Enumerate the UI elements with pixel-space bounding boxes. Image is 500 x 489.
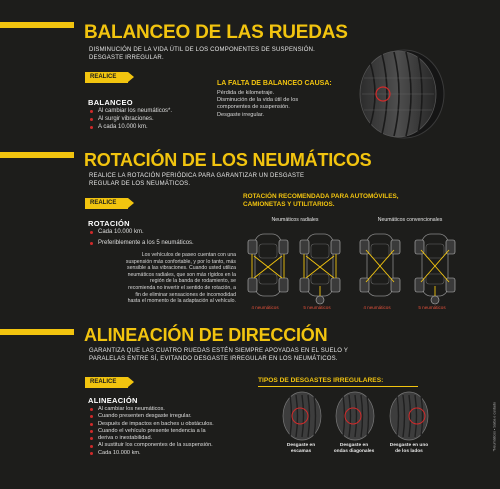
cause-line: Desgaste irregular.: [217, 111, 264, 118]
rec-title-line: CAMIONETAS Y UTILITARIOS.: [243, 200, 335, 208]
list-item: Cuando el vehículo presente tendencia a la: [90, 428, 250, 435]
rotation-diagram: [296, 226, 344, 304]
diagram-caption: 5 neumáticos: [418, 305, 446, 310]
rotation-diagram: [244, 226, 292, 304]
label-rotacion: ROTACIÓN: [88, 219, 130, 228]
list-item: Después de impactos en baches u obstáculos.: [90, 421, 250, 428]
wear-tire-icon: [280, 390, 324, 442]
wear-caption-scales: [276, 443, 326, 455]
caption-line: escamas: [290, 449, 312, 454]
tire-illustration: [350, 48, 450, 140]
paragraph-line: neumáticos radiales, que son más rígidos en la: [127, 271, 236, 278]
bullet-list-balanceo: [90, 108, 210, 131]
paragraph-line: recomienda no invertir el sentido de rotación, a: [128, 284, 236, 291]
list-item: Cada 10.000 km.: [90, 450, 250, 457]
caption-line: Desgaste en: [339, 443, 369, 448]
paragraph-line: hasta el momento de la adaptación al vehículo.: [127, 298, 236, 305]
subtitle-line: DISMINUCIÓN DE LA VIDA ÚTIL DE LOS COMPONENTES DE SUSPENSIÓN.: [89, 47, 316, 53]
side-note: *Neumáticos • Saiba e cuidado: [492, 402, 496, 452]
yellow-stripe: [0, 329, 74, 335]
paragraph-line: Los vehículos de paseo cuentan con una: [141, 252, 236, 258]
caption-line: Desgaste en uno: [389, 443, 429, 448]
wear-title-underline: [258, 386, 418, 387]
section-subtitle-alineacion: [89, 348, 348, 363]
diagram-caption: 4 neumáticos: [251, 305, 279, 310]
diagram-caption: 5 neumáticos: [303, 305, 331, 310]
rotation-diagram: [411, 226, 459, 304]
paragraph-line: suspensión más confortable, y por lo tanto, más: [125, 258, 236, 265]
diagram-caption: 4 neumáticos: [363, 305, 391, 310]
caption-line: de los lados: [395, 449, 423, 454]
cause-title: LA FALTA DE BALANCEO CAUSA:: [217, 80, 332, 87]
list-item: Al cambiar los neumáticos*.: [90, 108, 210, 116]
realice-tag: REALICE: [85, 72, 128, 83]
section-title-balanceo: BALANCEO DE LAS RUEDAS: [84, 22, 348, 43]
label-alineacion: ALINEACIÓN: [88, 396, 138, 405]
subtitle-line: DESGASTE IRREGULAR.: [89, 54, 164, 61]
list-item: Cada 10.000 km.: [90, 229, 230, 237]
section-title-rotacion: ROTACIÓN DE LOS NEUMÁTICOS: [84, 150, 372, 170]
realice-tag: REALICE: [85, 377, 128, 388]
caption-line: Desgaste en: [286, 443, 316, 448]
yellow-stripe: [0, 22, 74, 28]
wear-types-title: TIPOS DE DESGASTES IRREGULARES:: [258, 377, 384, 384]
yellow-stripe: [0, 152, 74, 158]
section-subtitle-rotacion: [89, 173, 304, 188]
list-item: A cada 10.000 km.: [90, 124, 210, 132]
list-item: Al surgir vibraciones.: [90, 116, 210, 124]
group-label-radial: Neumáticos radiales: [271, 217, 319, 223]
paragraph-line: región de la banda de rodamiento, se: [150, 278, 236, 285]
list-item: Preferiblemente a los 5 neumáticos.: [90, 240, 230, 248]
cause-line: Disminución de la vida útil de los: [217, 97, 299, 104]
list-item: Cuando presenten desgaste irregular.: [90, 413, 250, 420]
cause-list: [217, 90, 347, 119]
rotation-recommendation-title: [243, 193, 399, 208]
section-subtitle-balanceo: [89, 47, 315, 62]
wear-caption-side: [383, 443, 435, 455]
list-item: deriva o inestabilidad.: [90, 435, 250, 442]
caption-line: ondas diagonales: [333, 449, 375, 454]
wear-tire-icon: [333, 390, 377, 442]
group-label-conventional: Neumáticos convencionales: [377, 217, 443, 223]
bullet-list-rotacion: [90, 229, 230, 248]
list-item: Al cambiar los neumáticos.: [90, 406, 250, 413]
cause-line: Pérdida de kilometraje.: [217, 90, 275, 96]
realice-tag: REALICE: [85, 198, 128, 209]
paragraph-line: fin de eliminar sensaciones de incomodidad: [135, 291, 236, 298]
cause-line: componentes de suspensión.: [217, 104, 290, 111]
label-balanceo: BALANCEO: [88, 98, 133, 107]
subtitle-line: REGULAR DE LOS NEUMÁTICOS.: [89, 180, 191, 187]
rotation-diagram: [356, 226, 404, 304]
wear-caption-diagonal: [328, 443, 380, 455]
subtitle-line: PARALELAS ENTRE SÍ, EVITANDO DESGASTE IRREGULAR EN LOS NEUMÁTICOS.: [89, 355, 338, 362]
wear-tire-icon: [387, 390, 431, 442]
rotation-paragraph: [86, 252, 236, 305]
subtitle-line: GARANTIZA QUE LAS CUATRO RUEDAS ESTÉN SIEMPRE APOYADAS EN EL SUELO Y: [89, 348, 349, 354]
rec-title-line: ROTACIÓN RECOMENDADA PARA AUTOMÓVILES,: [243, 193, 399, 200]
subtitle-line: REALICE LA ROTACIÓN PERIÓDICA PARA GARANTIZAR UN DESGASTE: [89, 173, 305, 179]
paragraph-line: sensible a las vibraciones. Cuando usted utiliza: [126, 265, 236, 272]
section-title-alineacion: ALINEACIÓN DE DIRECCIÓN: [84, 325, 328, 345]
list-item: Al sustituir los componentes de la suspensión.: [90, 442, 250, 449]
bullet-list-alineacion: [90, 406, 250, 457]
